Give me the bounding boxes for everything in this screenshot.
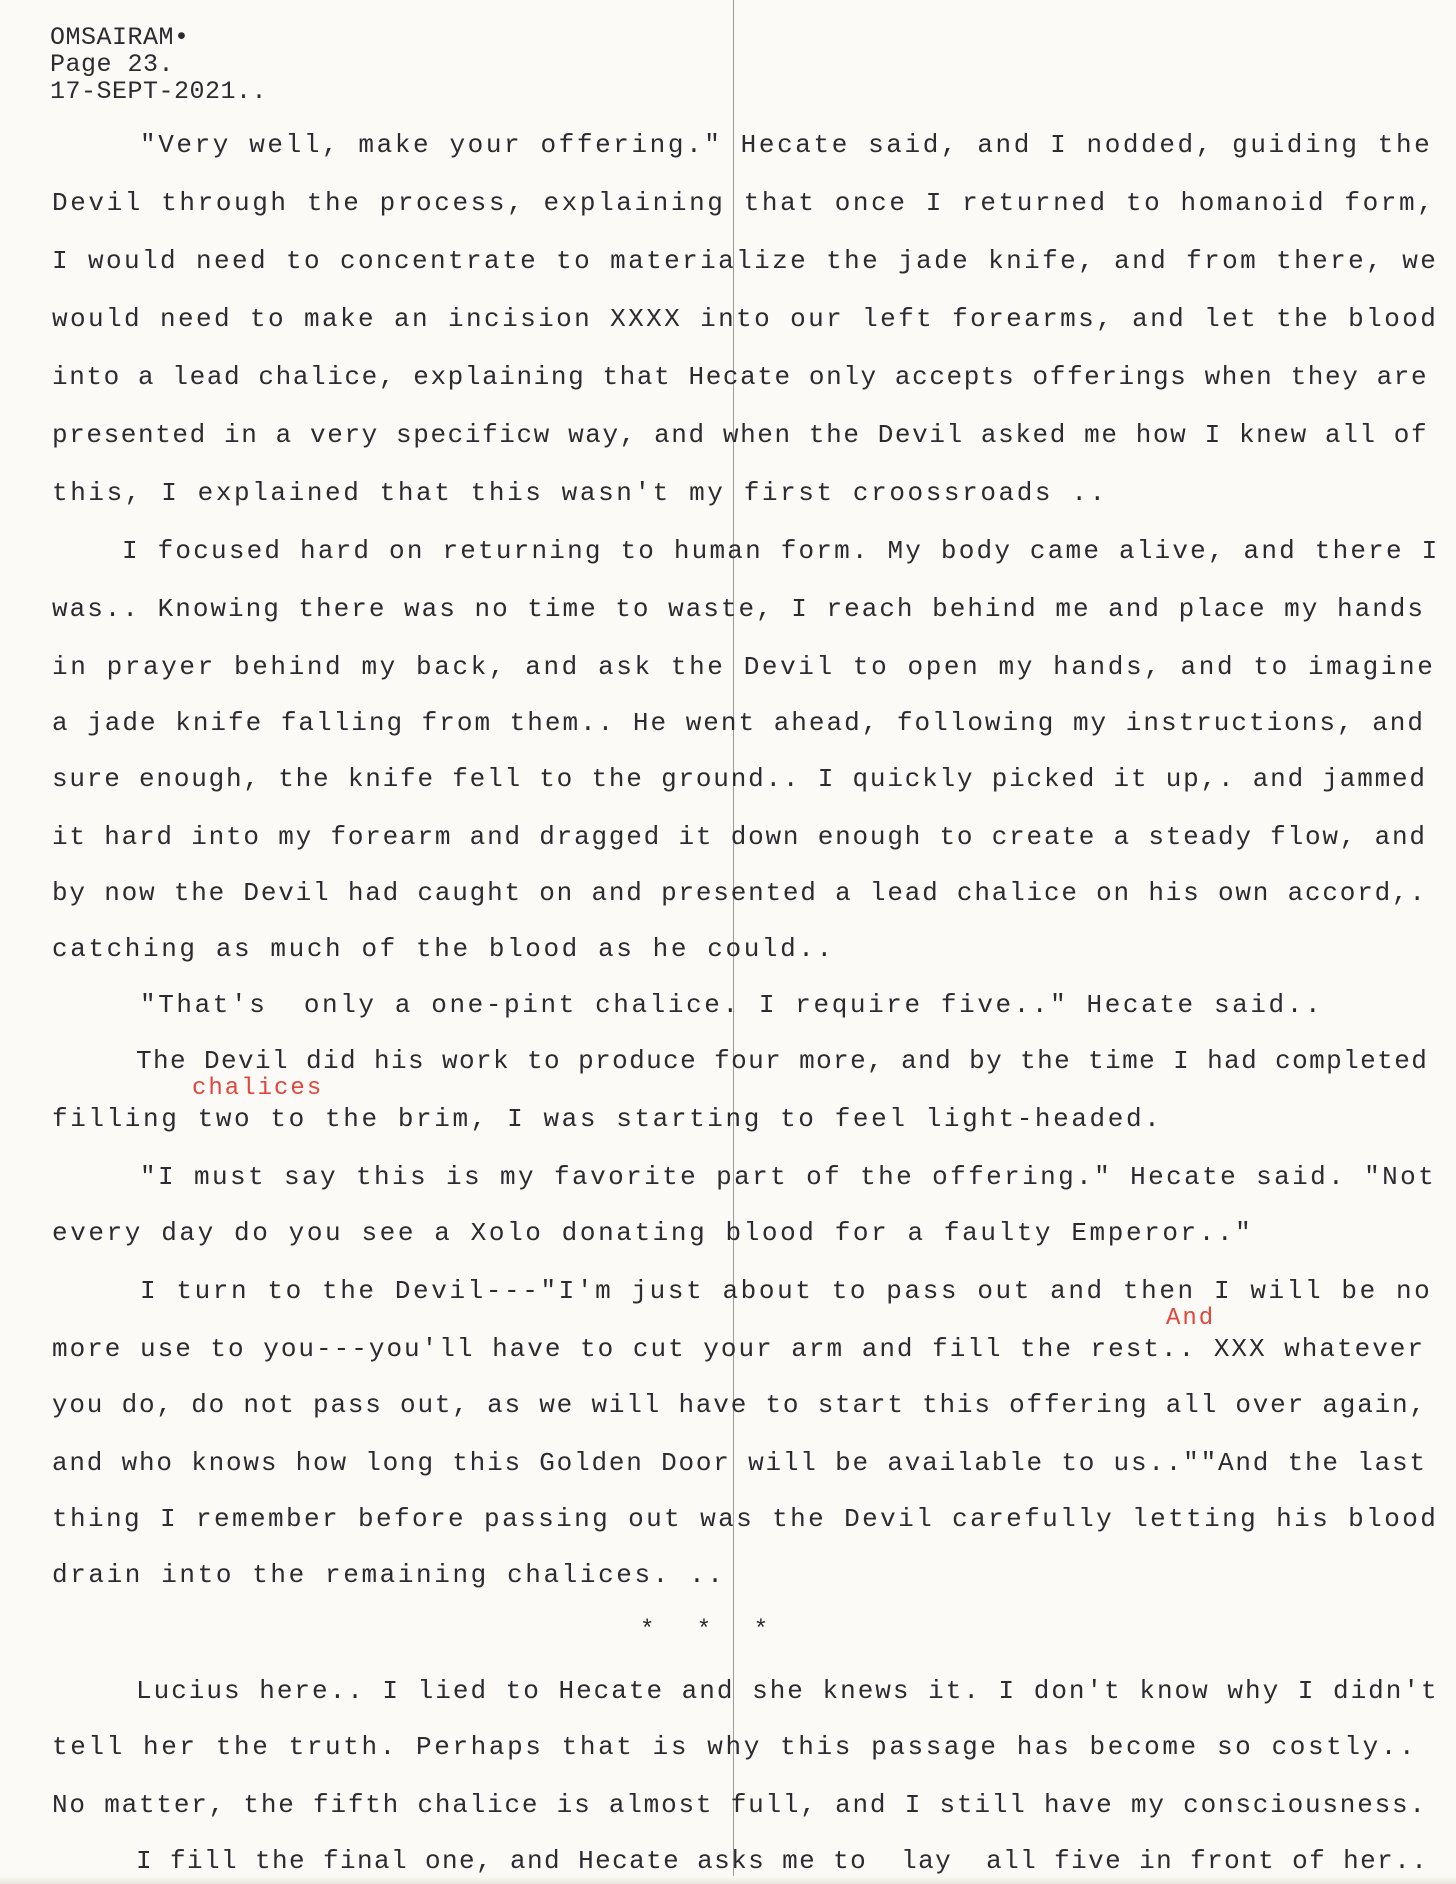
body-line: Lucius here.. I lied to Hecate and she knews it. I don't know why I didn't xyxy=(136,1676,1439,1706)
body-line: more use to you---you'll have to cut your arm and fill the rest.. XXX whatever xyxy=(52,1334,1425,1364)
body-line: drain into the remaining chalices. .. xyxy=(52,1560,726,1590)
body-line: every day do you see a Xolo donating blood for a faulty Emperor.." xyxy=(52,1218,1254,1248)
paper-bottom-edge xyxy=(0,1876,1456,1884)
body-line: No matter, the fifth chalice is almost full, and I still have my consciousness. xyxy=(52,1790,1427,1820)
handwritten-insert-and: And xyxy=(1166,1305,1216,1332)
body-line: this, I explained that this wasn't my first croossroads .. xyxy=(52,478,1108,508)
body-line: I focused hard on returning to human form. My body came alive, and there I xyxy=(122,536,1440,566)
body-line: filling two to the brim, I was starting to feel light-headed. xyxy=(52,1104,1163,1134)
header-date: 17-SEPT-2021.. xyxy=(50,77,268,106)
body-line: sure enough, the knife fell to the ground.. I quickly picked it up,. and jammed xyxy=(52,764,1427,794)
body-line: a jade knife falling from them.. He went ahead, following my instructions, and xyxy=(52,708,1425,738)
body-line: The Devil did his work to produce four more, and by the time I had completed xyxy=(136,1046,1429,1076)
body-line: tell her the truth. Perhaps that is why this passage has become so costly.. xyxy=(52,1732,1418,1762)
body-line: into a lead chalice, explaining that Hecate only accepts offerings when they are xyxy=(52,362,1429,392)
body-line: and who knows how long this Golden Door will be available to us..""And the last xyxy=(52,1448,1427,1478)
handwritten-insert-chalices: chalices xyxy=(192,1075,324,1102)
body-line: catching as much of the blood as he could.. xyxy=(52,934,835,964)
body-line: you do, do not pass out, as we will have to start this offering all over again, xyxy=(52,1390,1427,1420)
body-line: Devil through the process, explaining that once I returned to homanoid form, xyxy=(52,188,1436,218)
body-line: I turn to the Devil---"I'm just about to pass out and then I will be no xyxy=(140,1276,1433,1306)
body-line: "Very well, make your offering." Hecate said, and I nodded, guiding the xyxy=(140,130,1433,160)
body-line: presented in a very specificw way, and when the Devil asked me how I knew all of xyxy=(52,420,1429,450)
page-header xyxy=(50,24,267,105)
body-line: it hard into my forearm and dragged it down enough to create a steady flow, and xyxy=(52,822,1427,852)
body-line: I would need to concentrate to materialize the jade knife, and from there, we xyxy=(52,246,1439,276)
body-line: would need to make an incision XXXX into our left forearms, and let the blood xyxy=(52,304,1439,334)
body-line: "I must say this is my favorite part of the offering." Hecate said. "Not xyxy=(140,1162,1437,1192)
body-line: in prayer behind my back, and ask the Devil to open my hands, and to imagine xyxy=(52,652,1436,682)
body-line: "That's only a one-pint chalice. I require five.." Hecate said.. xyxy=(140,990,1324,1020)
header-page-number: Page 23. xyxy=(50,50,175,79)
header-title: OMSAIRAM• xyxy=(50,23,190,52)
body-line: I fill the final one, and Hecate asks me to lay all five in front of her.. xyxy=(136,1846,1429,1876)
section-separator: * * * xyxy=(640,1617,783,1644)
body-line: was.. Knowing there was no time to waste, I reach behind me and place my hands xyxy=(52,594,1425,624)
body-line: by now the Devil had caught on and presented a lead chalice on his own accord,. xyxy=(52,878,1427,908)
body-line: thing I remember before passing out was the Devil carefully letting his blood xyxy=(52,1504,1439,1534)
